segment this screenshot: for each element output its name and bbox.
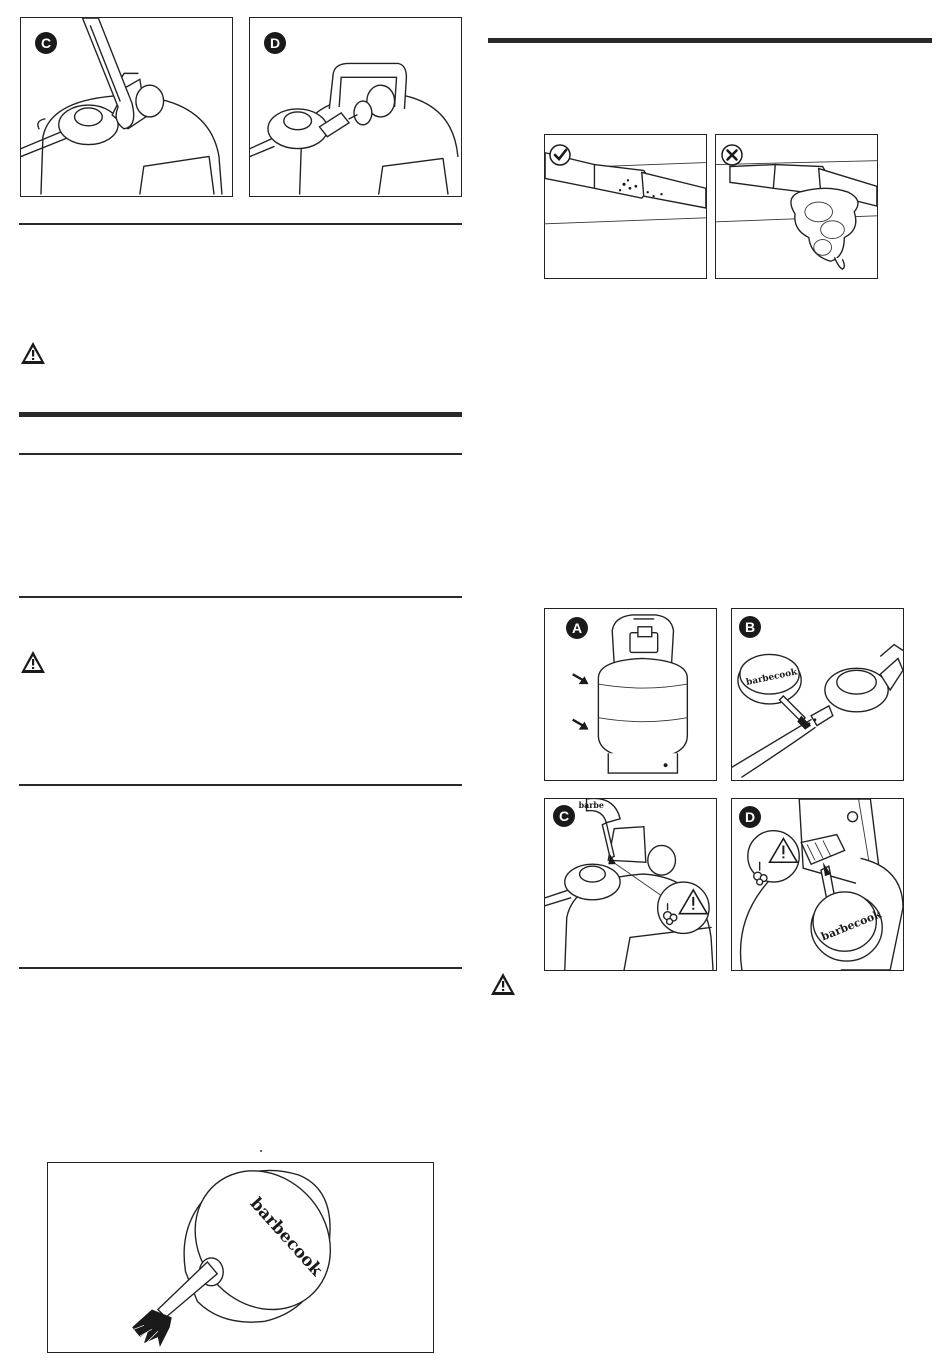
- figure-brush-leak-detector: [47, 1162, 434, 1353]
- figure-b-badge: B: [739, 616, 761, 638]
- figure-c-badge: C: [35, 32, 57, 54]
- warning-triangle-icon: [20, 341, 46, 365]
- figure-c-badge: C: [553, 805, 575, 827]
- cross-icon: [721, 144, 743, 166]
- figure-d-logo-text: barbecook: [819, 907, 884, 944]
- section-rule: [19, 967, 462, 969]
- figure-b-logo-text: barbecook: [745, 667, 799, 688]
- section-rule: [19, 223, 462, 225]
- figure-c-logo-text: barbe: [578, 800, 604, 810]
- warning-triangle-icon: [20, 650, 46, 674]
- section-heading-rule-thick: [488, 38, 932, 43]
- checkmark-icon: [549, 144, 571, 166]
- figure-d-badge: D: [739, 806, 761, 828]
- stray-dot: [260, 1150, 262, 1152]
- section-rule: [19, 784, 462, 786]
- figure-a-badge: A: [566, 617, 588, 639]
- figure-d-badge: D: [264, 32, 286, 54]
- brush-logo-text: barbecook: [246, 1193, 328, 1280]
- section-rule: [19, 453, 462, 455]
- warning-triangle-icon: [490, 972, 516, 996]
- section-rule: [19, 596, 462, 598]
- section-heading-rule-thick: [19, 412, 462, 417]
